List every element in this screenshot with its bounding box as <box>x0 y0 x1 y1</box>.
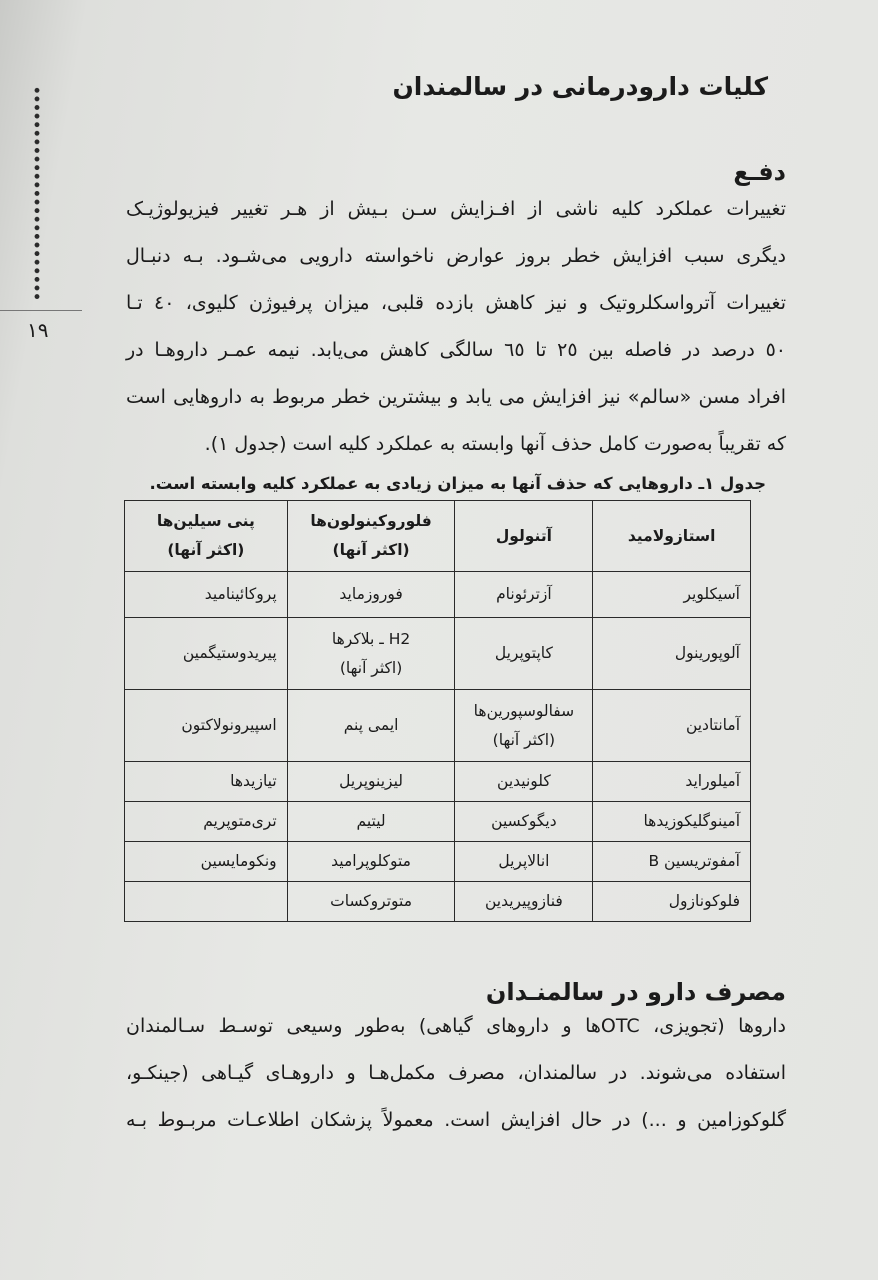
table-cell: تیازیدها <box>125 762 288 802</box>
table-cell: ونکومایسین <box>125 842 288 882</box>
page-number: ۱۹ <box>27 318 49 342</box>
table-row <box>125 618 751 690</box>
table-row <box>125 572 751 618</box>
table-cell: لیتیم <box>287 802 455 842</box>
table-cell: لیزینوپریل <box>287 762 455 802</box>
table-cell: فوروزماید <box>287 572 455 618</box>
paragraph-line: استفاده می‌شوند. در سالمندان، مصرف مکمل‌هـا و داروهـای گیـاهی (جینکـو، <box>126 1062 786 1084</box>
paragraph-line: تغییرات عملکرد کلیه ناشی از افـزایش سـن بـیش از هـر تغییر فیزیولوژیـک <box>126 198 786 220</box>
paragraph-line: دیگری سبب افزایش خطر بروز عوارض ناخواسته دارویی می‌شـود. بـه دنبـال <box>126 245 786 267</box>
table-cell: ایمی پنم <box>287 690 455 762</box>
table-cell: آمیلوراید <box>593 762 751 802</box>
running-header-title: کلیات دارودرمانی در سالمندان <box>392 72 768 101</box>
table-cell: متوتروکسات <box>287 882 455 922</box>
table-caption: جدول ۱ـ داروهایی که حذف آنها به میزان زیادی به عملکرد کلیه وابسته است. <box>149 474 766 493</box>
excretion-paragraph <box>126 186 786 468</box>
column-header: استازولامید <box>593 501 751 572</box>
table-cell: سفالوسپورین‌ها (اکثر آنها) <box>455 690 593 762</box>
table-cell: H2 ـ بلاکرها (اکثر آنها) <box>287 618 455 690</box>
paragraph-line: گلوکوزامین و ...) در حال افزایش است. معمولاً پزشکان اطلاعـات مربـوط بـه <box>126 1109 786 1131</box>
table-cell: پیریدوستیگمین <box>125 618 288 690</box>
section-heading-drug-use: مصرف دارو در سالمنـدان <box>485 978 786 1006</box>
table-cell: فلوکونازول <box>593 882 751 922</box>
table-row <box>125 690 751 762</box>
table-row <box>125 802 751 842</box>
table-cell: پروکائینامید <box>125 572 288 618</box>
table-row <box>125 842 751 882</box>
table-cell: آسیکلویر <box>593 572 751 618</box>
table-cell: آزترئونام <box>455 572 593 618</box>
table-cell: دیگوکسین <box>455 802 593 842</box>
paragraph-line: افراد مسن «سالم» نیز افزایش می یابد و بیشترین خطر مربوط به داروهایی است <box>126 386 786 408</box>
header-dot-column <box>33 86 41 301</box>
table-cell: اسپیرونولاکتون <box>125 690 288 762</box>
table-cell: فنازوپیریدین <box>455 882 593 922</box>
table-cell: تری‌متوپریم <box>125 802 288 842</box>
table-row <box>125 882 751 922</box>
column-header: پنی سیلین‌ها (اکثر آنها) <box>125 501 288 572</box>
header-rule <box>0 310 82 311</box>
renal-drugs-table <box>124 500 751 922</box>
table-cell: آمانتادین <box>593 690 751 762</box>
table-cell: متوکلوپرامید <box>287 842 455 882</box>
drug-use-paragraph <box>126 1003 786 1144</box>
table-cell: انالاپریل <box>455 842 593 882</box>
table-cell <box>125 882 288 922</box>
paragraph-line: داروها (تجویزی، OTCها و داروهای گیاهی) به‌طور وسیعی توسـط سـالمندان <box>126 1015 786 1037</box>
section-heading-excretion: دفـع <box>733 158 786 186</box>
paragraph-line: تغییرات آترواسکلروتیک و نیز کاهش بازده قلبی، میزان پرفیوژن کلیوی، ٤٠ تـا <box>126 292 786 314</box>
table-cell: آمینوگلیکوزیدها <box>593 802 751 842</box>
column-header: فلوروکینولون‌ها (اکثر آنها) <box>287 501 455 572</box>
table-row <box>125 762 751 802</box>
table-cell: آمفوتریسین B <box>593 842 751 882</box>
paragraph-line: ٥٠ درصد در فاصله بین ٢٥ تا ٦٥ سالگی کاهش می‌یابد. نیمه عمـر داروهـا در <box>126 339 787 361</box>
table-cell: کاپتوپریل <box>455 618 593 690</box>
table-cell: کلونیدین <box>455 762 593 802</box>
paragraph-line: که تقریباً به‌صورت کامل حذف آنها وابسته به عملکرد کلیه است (جدول ۱). <box>204 433 786 455</box>
table-cell: آلوپورینول <box>593 618 751 690</box>
column-header: آتنولول <box>455 501 593 572</box>
table-header-row <box>125 501 751 572</box>
